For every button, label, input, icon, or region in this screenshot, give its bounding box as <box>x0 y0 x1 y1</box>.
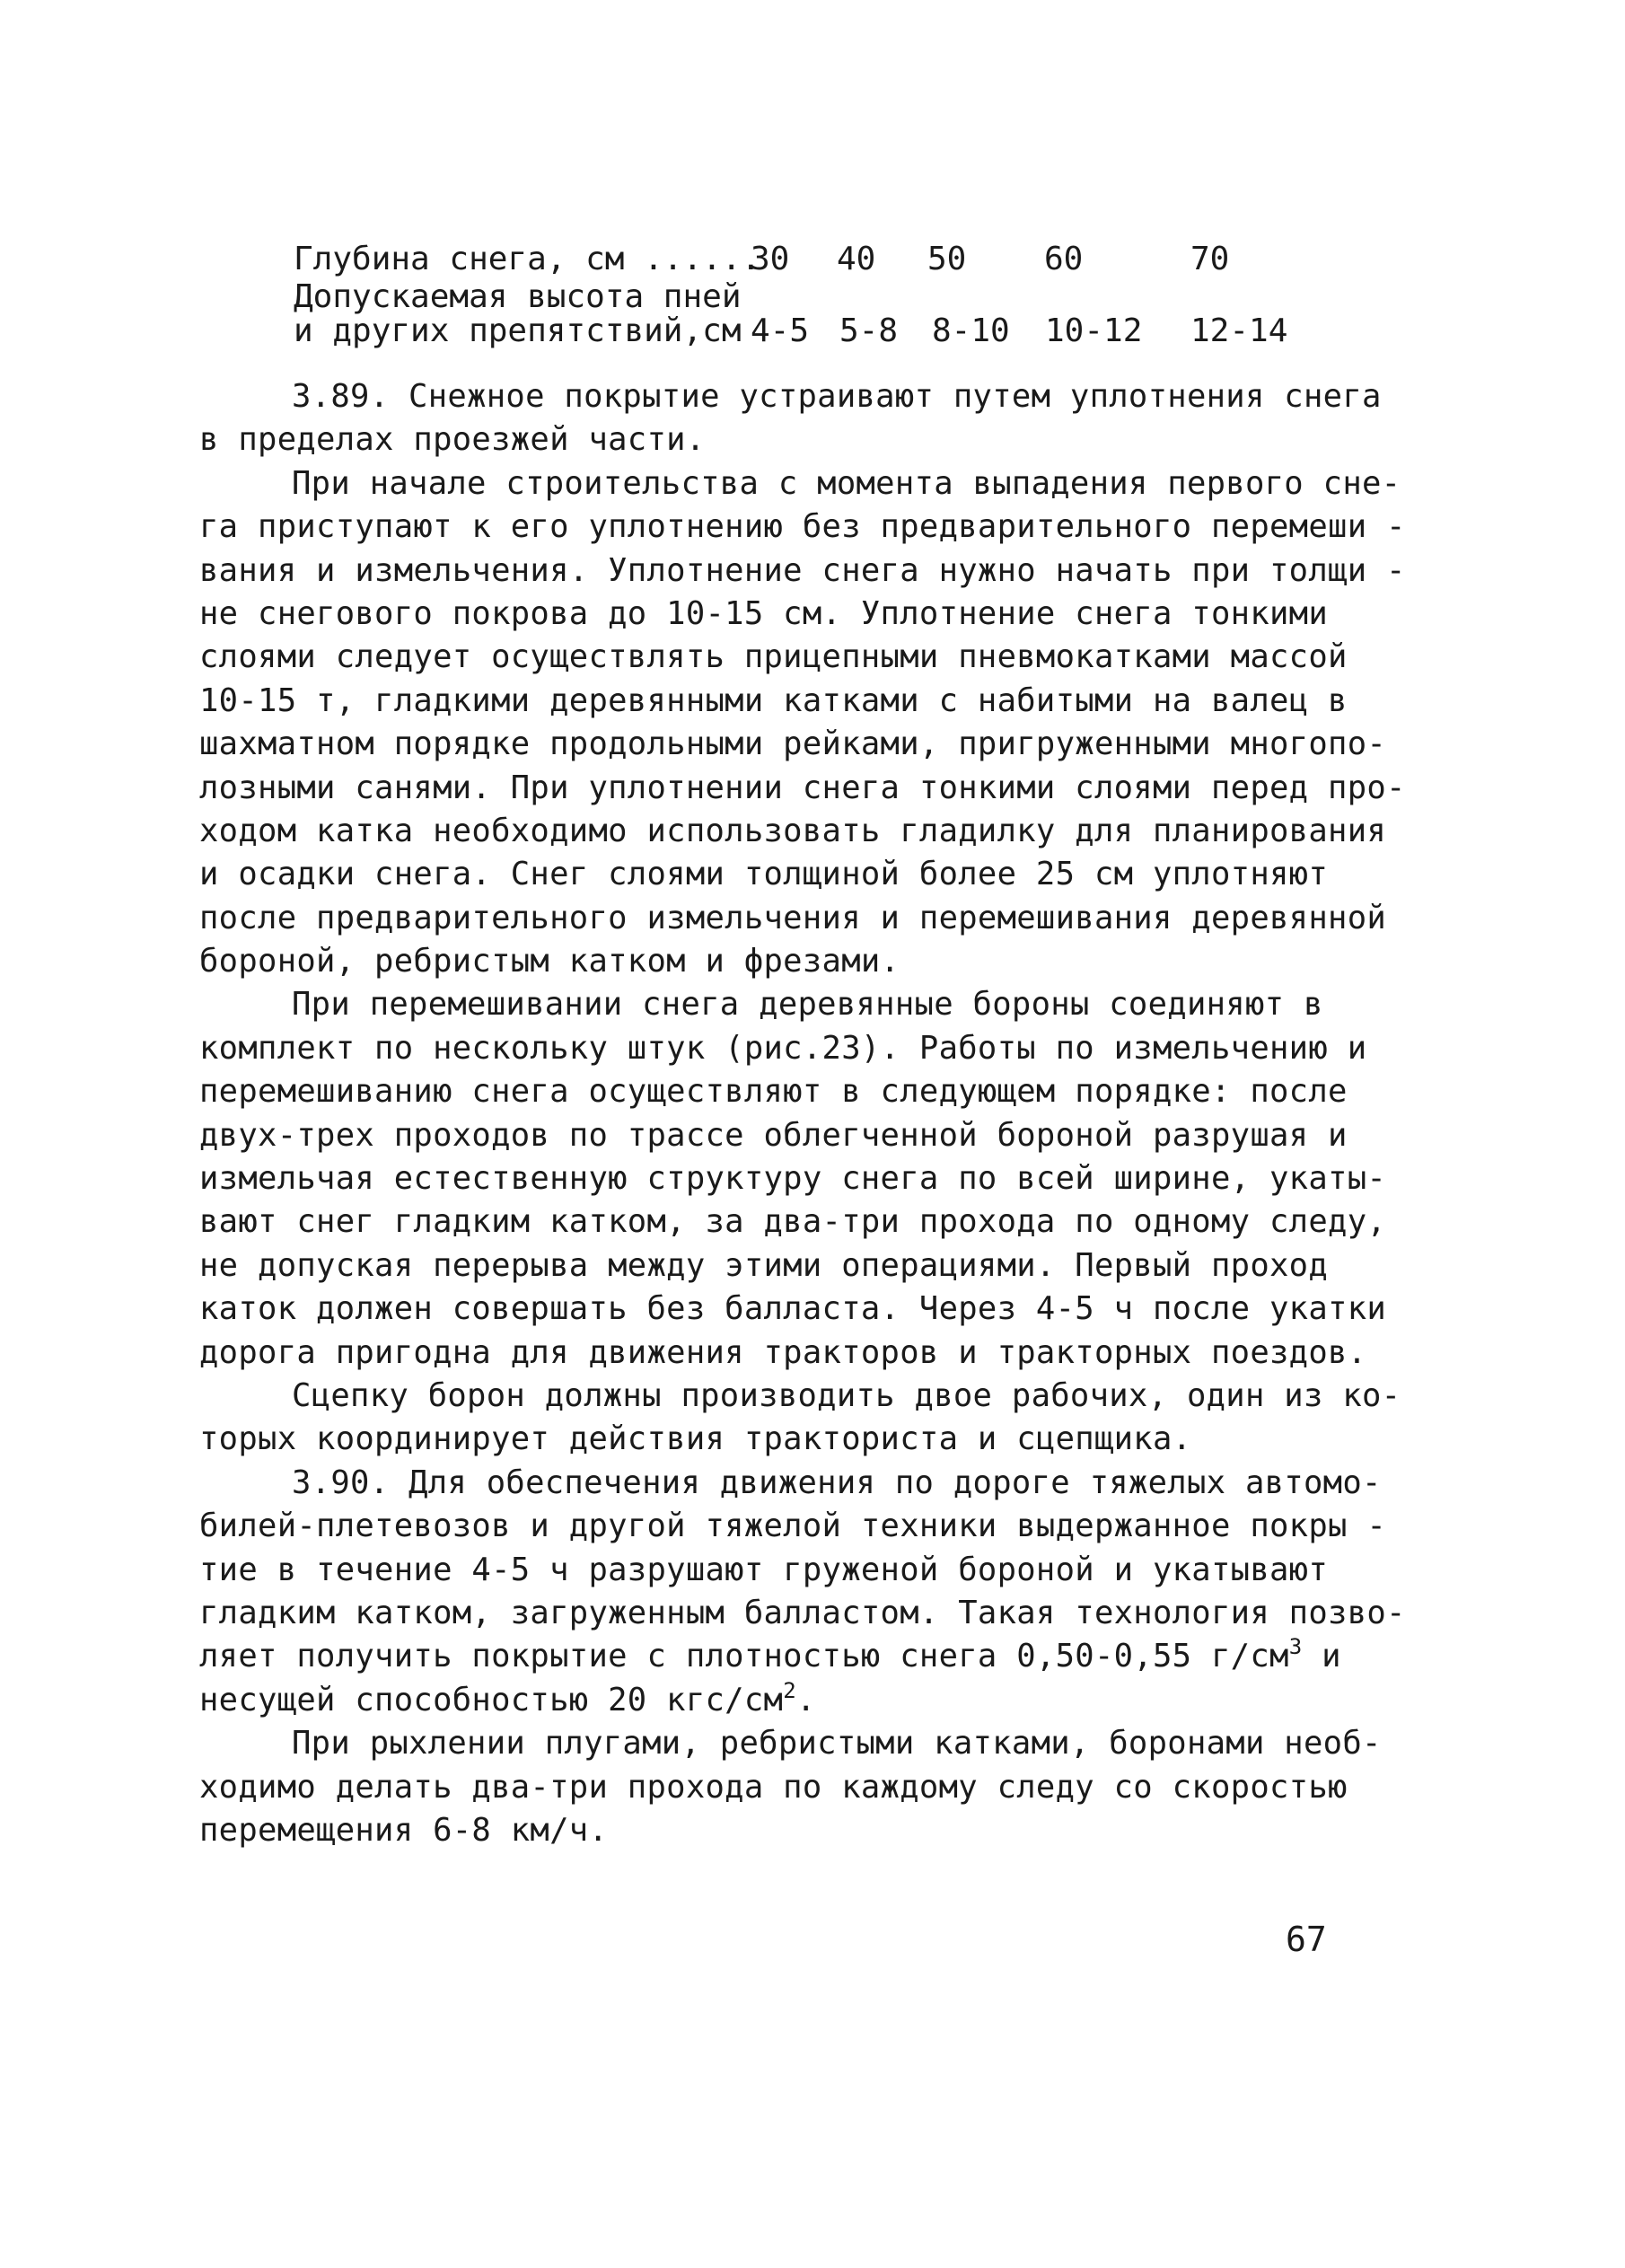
paragraph-line: 3.89. Снежное покрытие устраивают путем уплотнения снега <box>292 378 1382 415</box>
height-label: Допускаемая высота пней <box>294 278 742 315</box>
depth-value: 60 <box>1044 241 1084 277</box>
paragraph-line: га приступают к его уплотнению без предварительного перемеши - <box>199 508 1406 546</box>
paragraph-line: тие в течение 4-5 ч разрушают груженой бороной и укатывают <box>199 1551 1329 1588</box>
paragraph-line: не допуская перерыва между этими операциями. Первый проход <box>199 1246 1329 1284</box>
paragraph-line: дорога пригодна для движения тракторов и тракторных поездов. <box>199 1333 1367 1371</box>
line-tail: и <box>1302 1638 1341 1675</box>
paragraph-line: вают снег гладким катком, за два-три прохода по одному следу, <box>199 1203 1387 1241</box>
paragraph-line: При перемешивании снега деревянные бороны соединяют в <box>292 986 1323 1024</box>
paragraph-line: бороной, ребристым катком и фрезами. <box>199 943 900 980</box>
paragraph-line: перемещения 6-8 км/ч. <box>199 1811 609 1849</box>
height-value: 4-5 <box>751 312 810 349</box>
paragraph-line: При начале строительства с момента выпадения первого сне- <box>292 464 1401 502</box>
paragraph-line: ходом катка необходимо использовать гладилку для планирования <box>199 812 1387 849</box>
body-text <box>199 375 1406 1852</box>
line-text: несущей способностью 20 кгс/см <box>199 1681 784 1719</box>
paragraph-line: перемешиванию снега осуществляют в следующем порядке: после <box>199 1073 1348 1111</box>
superscript: 3 <box>1288 1634 1303 1660</box>
paragraph-line: слоями следует осуществлять прицепными пневмокатками массой <box>199 638 1348 676</box>
depth-value: 30 <box>751 241 790 277</box>
paragraph-line: При рыхлении плугами, ребристыми катками, боронами необ- <box>292 1725 1382 1763</box>
paragraph-line: гладким катком, загруженным балластом. Такая технология позво- <box>199 1594 1406 1631</box>
line-tail: . <box>795 1681 816 1719</box>
paragraph-line: не снегового покрова до 10-15 см. Уплотнение снега тонкими <box>199 594 1329 632</box>
page-number: 67 <box>1286 1920 1327 1959</box>
superscript: 2 <box>783 1677 796 1703</box>
paragraph-line: лозными санями. При уплотнении снега тонкими слоями перед про- <box>199 769 1406 806</box>
paragraph-line: двух-трех проходов по трассе облегченной бороной разрушая и <box>199 1116 1348 1154</box>
height-value: 12-14 <box>1190 312 1288 349</box>
paragraph-line: каток должен совершать без балласта. Через 4-5 ч после укатки <box>199 1290 1387 1328</box>
paragraph-line: измельчая естественную структуру снега по всей ширине, укаты- <box>199 1160 1387 1198</box>
height-value: 10-12 <box>1045 312 1143 349</box>
paragraph-line: в пределах проезжей части. <box>199 421 706 459</box>
paragraph-line: Сцепку борон должны производить двое рабочих, один из ко- <box>292 1376 1401 1414</box>
paragraph-line: комплект по нескольку штук (рис.23). Работы по измельчению и <box>199 1029 1367 1067</box>
line-text: ляет получить покрытие с плотностью снега 0,50-0,55 г/см <box>199 1638 1289 1675</box>
paragraph-line: торых координирует действия тракториста и сцепщика. <box>199 1420 1192 1458</box>
paragraph-line: 10-15 т, гладкими деревянными катками с набитыми на валец в <box>199 681 1348 719</box>
depth-value: 40 <box>837 241 876 277</box>
paragraph-line: вания и измельчения. Уплотнение снега нужно начать при толщи - <box>199 551 1406 589</box>
paragraph-line: шахматном порядке продольными рейками, пригруженными многопо- <box>199 725 1387 763</box>
paragraph-line: 3.90. Для обеспечения движения по дороге тяжелых автомо- <box>292 1464 1382 1501</box>
depth-value: 50 <box>927 241 967 277</box>
paragraph-line: и осадки снега. Снег слоями толщиной более 25 см уплотняют <box>199 856 1329 893</box>
paragraph-line-with-sup <box>199 1679 1340 1722</box>
paragraph-line: после предварительного измельчения и перемешивания деревянной <box>199 899 1387 936</box>
paragraph-line: ходимо делать два-три прохода по каждому следу со скоростью <box>199 1768 1348 1806</box>
depth-value: 70 <box>1190 241 1230 277</box>
paragraph-line: билей-плетевозов и другой тяжелой техники выдержанное покры - <box>199 1508 1387 1545</box>
depth-label: Глубина снега, см ...... <box>294 241 761 277</box>
height-label-cont: и других препятствий,см <box>294 312 742 349</box>
height-value: 8-10 <box>932 312 1010 349</box>
height-value: 5-8 <box>839 312 899 349</box>
paragraph-line-with-sup <box>199 1635 1340 1678</box>
